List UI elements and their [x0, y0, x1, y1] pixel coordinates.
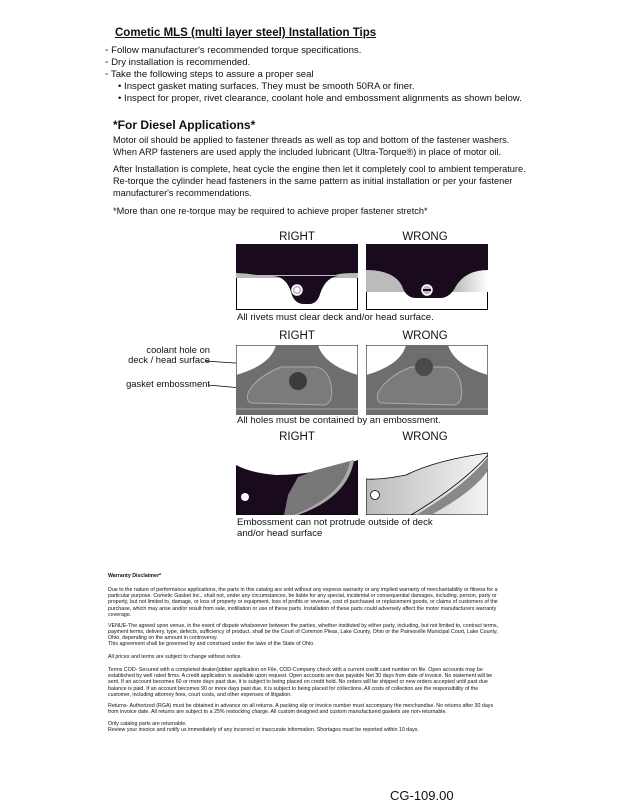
emboss-caption-line2: and/or head surface [237, 528, 323, 539]
tip-item: ◦ Dry installation is recommended. [105, 57, 251, 68]
hole-right-diagram [236, 345, 358, 415]
warranty-heading: Warranty Disclaimer* [108, 573, 162, 579]
diesel-heading: *For Diesel Applications* [113, 118, 256, 132]
diesel-paragraph: After Installation is complete, heat cycle the engine then let it completely cool to ambient temperature. Re-torque the cylinder head fasteners in the same pattern as initial installation or per your fastener manufacturer's recommendations. [113, 164, 526, 198]
rivet-caption: All rivets must clear deck and/or head surface. [237, 312, 434, 323]
wrong-label: WRONG [402, 231, 448, 243]
diesel-paragraph: Motor oil should be applied to fastener threads as well as top and bottom of the fastener washers. When ARP fasteners are used apply the included lubricant (Ultra-Torque®) in place of motor oil. [113, 135, 510, 157]
prices-notice: All prices and terms are subject to change without notice. [108, 654, 242, 660]
hole-wrong-diagram [366, 345, 488, 415]
right-label: RIGHT [279, 330, 315, 342]
right-label: RIGHT [279, 431, 315, 443]
diesel-note: *More than one re-torque may be required to achieve proper fastener stretch* [113, 206, 428, 216]
callout-embossment: gasket embossment [126, 378, 210, 389]
warranty-paragraph: Due to the nature of performance applications, the parts in this catalog are sold without any express warranty or any implied warranty of merchantability or fitness for a particular purpose. Cometic Gasket Inc., shall not, under any circumstances, be liable for any special, incidental or consequential damages, including, person, party or property, but not limited to, damage, or loss of property or equipment, loss of profits or revenue, cost of purchased or replacement goods, or claims of customers of the purchase, which may arise and/or result from sale, instillation or use of these parts. Installation of these parts could adversely affect the motor manufacturers warranty coverage. [108, 587, 498, 618]
page-title: Cometic MLS (multi layer steel) Installation Tips [115, 27, 377, 39]
terms-paragraph: Terms COD- Secured with a completed dealer/jobber application on File, COD-Company check with a current credit card number on file. Open accounts may be established by well rated firms. A credit application is available upon request. Open accounts are due payable Net 30 days from date of invoice. No statement will be sent. If an account becomes 60 or more days past due, it is subject to being placed on credit hold. No orders will be shipped or new orders accepted until past due balance is paid. If an account becomes 90 or more days past due, it is subject to being placed for collections. All costs of collection are the responsibility of the customer, including attorney fees, court costs, and other expenses of litigation. [108, 667, 493, 698]
hole-caption: All holes must be contained by an embossment. [237, 415, 441, 426]
rivet-right-diagram [236, 244, 358, 310]
emboss-right-diagram [236, 445, 358, 515]
callout-coolant-line2: deck / head surface [128, 354, 210, 365]
sub-tip-item: • Inspect for proper, rivet clearance, coolant hole and embossment alignments as shown below. [118, 93, 522, 104]
sub-tip-item: • Inspect gasket mating surfaces. They must be smooth 50RA or finer. [118, 81, 415, 92]
emboss-wrong-diagram [366, 445, 488, 515]
rivet-wrong-diagram [366, 244, 488, 310]
callout-coolant-line1: coolant hole on [146, 344, 210, 355]
returns-paragraph: Returns- Authorized (RGA) must be obtained in advance on all returns. A packing slip or invoice number must accompany the merchandise. No returns after 30 days from invoice date. All returns are subject to a 25% restocking charge. All custom designed and custom manufactured gaskets are non-returnable. [108, 703, 494, 716]
tip-item: ◦ Take the following steps to assure a proper seal [105, 69, 314, 80]
governing-law: This agreement shall be governed by and construed under the laws of the State of Ohio. [108, 641, 315, 647]
returnable-note: Only catalog parts are returnable. [108, 721, 187, 727]
wrong-label: WRONG [402, 330, 448, 342]
wrong-label: WRONG [402, 431, 448, 443]
tip-item: ◦ Follow manufacturer's recommended torque specifications. [105, 45, 362, 56]
right-label: RIGHT [279, 231, 315, 243]
page-code: CG-109.00 [390, 788, 454, 803]
review-note: Review your invoice and notify us immediately of any incorrect or inaccurate information. Shortages must be reported within 10 days. [108, 727, 419, 733]
venue-paragraph: VENUE-The agreed upon venue, in the event of dispute whatsoever between the parties, whether instituted by either party, including, but not limited to, contract terms, payment terms, delivery, type, defects, sufficiency of product, shall be the Court of Common Pleas, Lake County, Ohio or the Painesville Municipal Court, Lake County, Ohio, depending on the amount in controversy. [108, 623, 499, 642]
emboss-caption-line1: Embossment can not protrude outside of deck [237, 517, 433, 528]
